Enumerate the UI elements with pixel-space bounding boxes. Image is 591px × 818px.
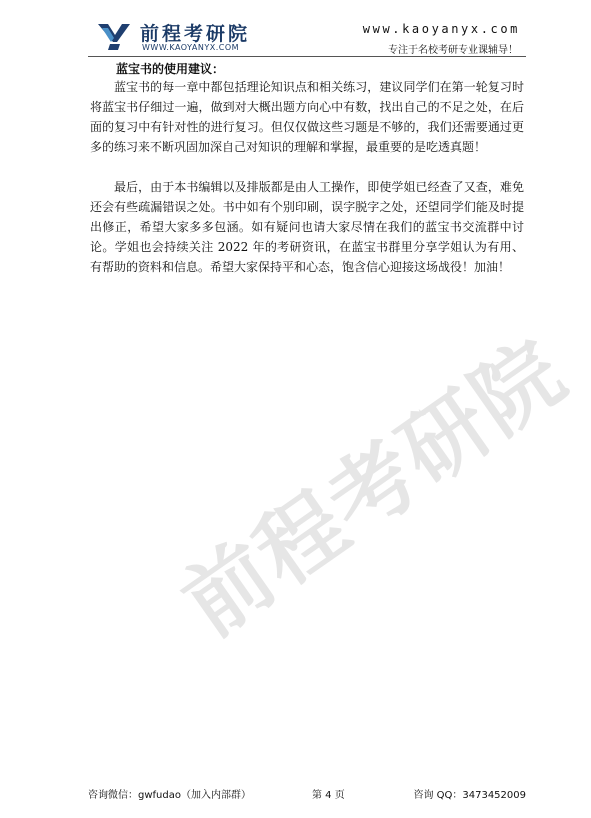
site-url[interactable]: www.kaoyanyx.com bbox=[362, 22, 520, 36]
paragraph-usage-advice: 蓝宝书的每一章中都包括理论知识点和相关练习，建议同学们在第一轮复习时将蓝宝书仔细过一遍，做到对大概出题方向心中有数，找出自己的不足之处，在后面的复习中有针对性的进行复习。但仅仅做这些习题是不够的，我们还需要通过更多的练习来不断巩固加深自己对知识的理解和掌握，最重要的是吃透真题！ bbox=[90, 80, 524, 154]
footer-wechat: 咨询微信：gwfudao（加入内部群） bbox=[88, 790, 251, 801]
watermark: 前程考研院 bbox=[165, 321, 584, 656]
header-divider bbox=[88, 56, 526, 57]
footer-qq: 咨询 QQ：3473452009 bbox=[413, 790, 526, 801]
kaoyanyx-logo-icon bbox=[96, 20, 132, 52]
page-content bbox=[90, 61, 524, 277]
page-header bbox=[88, 18, 526, 58]
page-number: 第 4 页 bbox=[312, 790, 345, 801]
section-title: 蓝宝书的使用建议： bbox=[116, 62, 225, 76]
header-slogan: 专注于名校考研专业课辅导！ bbox=[388, 45, 518, 56]
paragraph-closing-note: 最后，由于本书编辑以及排版都是由人工操作，即使学姐已经查了又查，难免还会有些疏漏错误之处。书中如有个别印刷，误字脱字之处，还望同学们能及时提出修正，希望大家多多包涵。如有疑问也请大家尽情在我们的蓝宝书交流群中讨论。学姐也会持续关注 2022 年的考研资讯，在蓝宝书群里分享学姐认为有用、有帮助的资料和信息。希望大家保持平和心态，饱含信心迎接这场战役！加油！ bbox=[90, 180, 524, 274]
brand-name-en: WWW.KAOYANYX.COM bbox=[142, 43, 240, 52]
brand-name-cn: 前程考研院 bbox=[140, 23, 251, 45]
